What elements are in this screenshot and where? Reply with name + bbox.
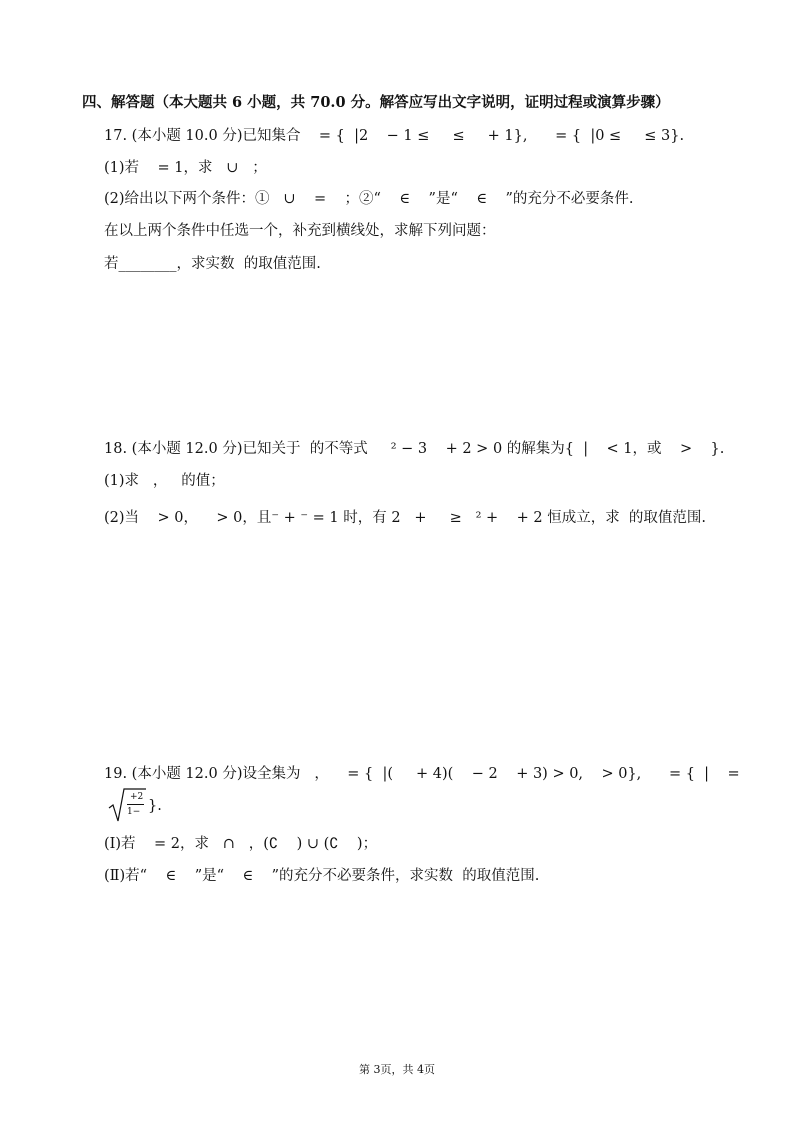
problem-19-radical-expression: [108, 786, 168, 826]
problem-17-statement: 17. (本小题 10.0 分)已知集合 = { |2 − 1 ≤ ≤ + 1}, = { |0 ≤ ≤ 3}.: [104, 128, 685, 144]
problem-17-instruction: 在以上两个条件中任选一个，补充到横线处，求解下列问题：: [104, 223, 496, 239]
set-closing: }.: [148, 798, 162, 814]
problem-18-part-2: (2)当 > 0， > 0，且⁻ + ⁻ = 1 时，有 2 + ≥ ² + + 2 恒成立，求 的取值范围.: [104, 510, 707, 526]
problem-18-statement: 18. (本小题 12.0 分)已知关于 的不等式 ² − 3 + 2 > 0 的解集为{ | < 1，或 > }.: [104, 441, 725, 457]
problem-19-part-1: (Ⅰ)若 = 2，求 ∩ ，(∁ ) ∪ (∁ )；: [104, 836, 378, 852]
problem-17-question: 若________，求实数 的取值范围.: [104, 256, 321, 272]
page-footer: 第 3页，共 4页: [359, 1063, 435, 1076]
section-title: 四、解答题（本大题共 6 小题，共 70.0 分。解答应写出文字说明，证明过程或演算步骤）: [82, 94, 670, 111]
problem-18-part-1: (1)求 ， 的值；: [104, 473, 225, 489]
fraction-denominator: 1−: [127, 807, 141, 817]
problem-17-part-2: (2)给出以下两个条件：① ∪ = ；②“ ∈ ”是“ ∈ ”的充分不必要条件.: [104, 191, 634, 207]
problem-19-part-2: (Ⅱ)若“ ∈ ”是“ ∈ ”的充分不必要条件，求实数 的取值范围.: [104, 868, 540, 884]
fraction-bar: [127, 804, 144, 805]
fraction-numerator: +2: [130, 792, 144, 802]
problem-19-statement: 19. (本小题 12.0 分)设全集为 ， = { |( + 4)( − 2 + 3) > 0, > 0}, = { | =: [104, 766, 740, 782]
problem-17-part-1: (1)若 = 1，求 ∪ ；: [104, 160, 267, 176]
